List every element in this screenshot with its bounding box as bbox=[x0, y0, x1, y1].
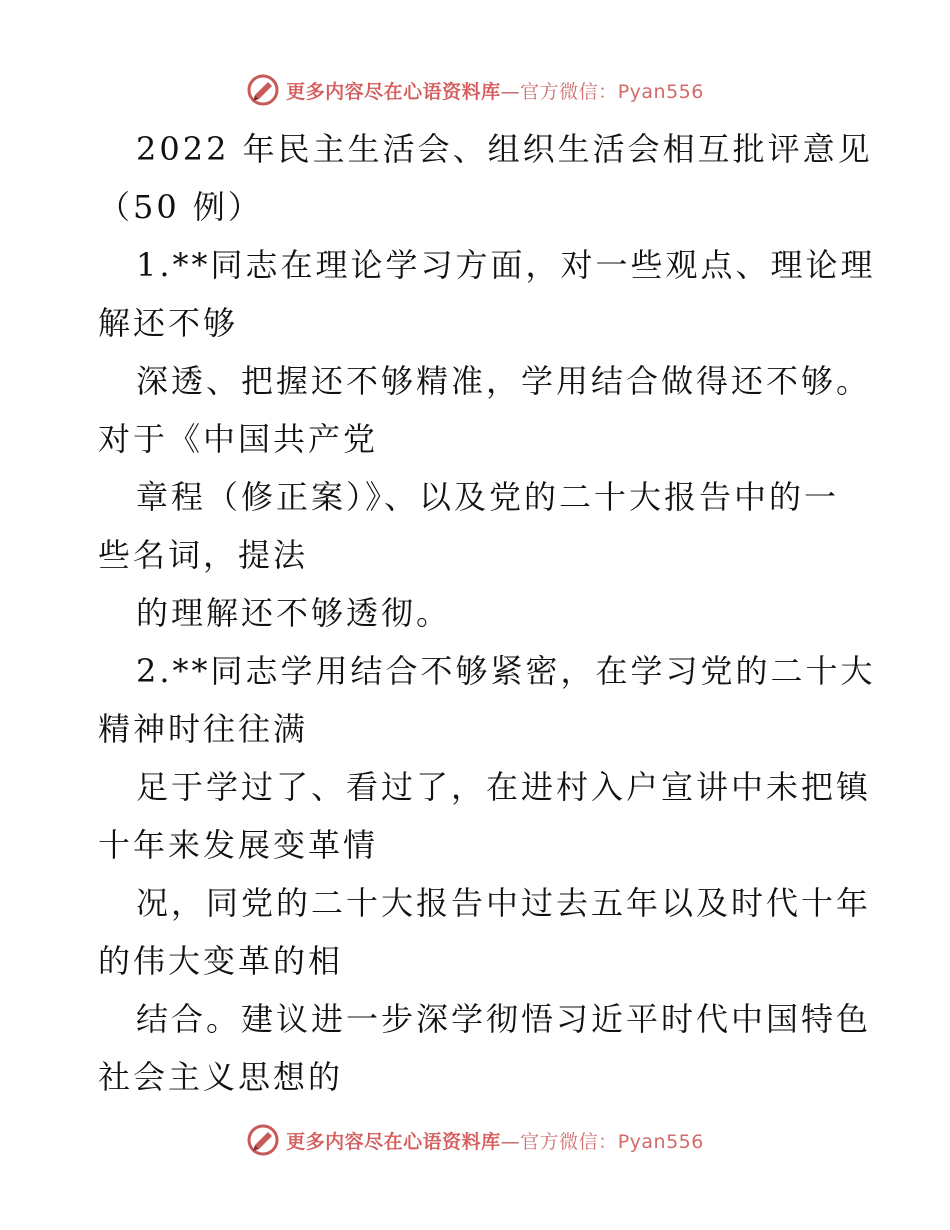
watermark-wechat-id: Pyan556 bbox=[617, 1130, 704, 1153]
document-body bbox=[98, 120, 876, 1106]
watermark-text bbox=[286, 1127, 704, 1154]
watermark-brand: 更多内容尽在心语资料库 bbox=[286, 80, 501, 103]
watermark-wechat-id: Pyan556 bbox=[617, 80, 704, 103]
paragraph-line: 解还不够 bbox=[98, 304, 239, 342]
brand-logo-icon bbox=[246, 1123, 280, 1157]
watermark-text bbox=[286, 77, 704, 104]
watermark-brand: 更多内容尽在心语资料库 bbox=[286, 1130, 501, 1153]
paragraph-line: 章程（修正案）》、以及党的二十大报告中的一 bbox=[136, 478, 840, 516]
brand-logo-icon bbox=[246, 73, 280, 107]
document-title-line-1: 2022 年民主生活会、组织生活会相互批评意见 bbox=[136, 130, 873, 168]
paragraph-line: 足于学过了、看过了，在进村入户宣讲中未把镇 bbox=[136, 768, 872, 806]
paragraph-line: 十年来发展变革情 bbox=[98, 826, 379, 864]
paragraph-line: 2.**同志学用结合不够紧密，在学习党的二十大 bbox=[136, 652, 876, 690]
paragraph-line: 结合。建议进一步深学彻悟习近平时代中国特色 bbox=[136, 1000, 872, 1038]
paragraph-line: 1.**同志在理论学习方面，对一些观点、理论理 bbox=[136, 246, 876, 284]
paragraph-line: 对于《中国共产党 bbox=[98, 420, 379, 458]
watermark-dash: — bbox=[500, 80, 521, 103]
paragraph-line: 的伟大变革的相 bbox=[98, 942, 344, 980]
watermark-wechat-label: 官方微信： bbox=[520, 80, 618, 103]
watermark-wechat-label: 官方微信： bbox=[520, 1130, 618, 1153]
paragraph-line: 精神时往往满 bbox=[98, 710, 309, 748]
paragraph-line: 况，同党的二十大报告中过去五年以及时代十年 bbox=[136, 884, 872, 922]
header-watermark bbox=[0, 70, 950, 110]
paragraph-line: 的理解还不够透彻。 bbox=[136, 594, 452, 632]
paragraph-line: 社会主义思想的 bbox=[98, 1058, 344, 1096]
paragraph-line: 些名词，提法 bbox=[98, 536, 309, 574]
document-title-line-2: （50 例） bbox=[98, 188, 263, 226]
watermark-dash: — bbox=[500, 1130, 521, 1153]
footer-watermark bbox=[0, 1120, 950, 1160]
paragraph-line: 深透、把握还不够精准，学用结合做得还不够。 bbox=[136, 362, 872, 400]
